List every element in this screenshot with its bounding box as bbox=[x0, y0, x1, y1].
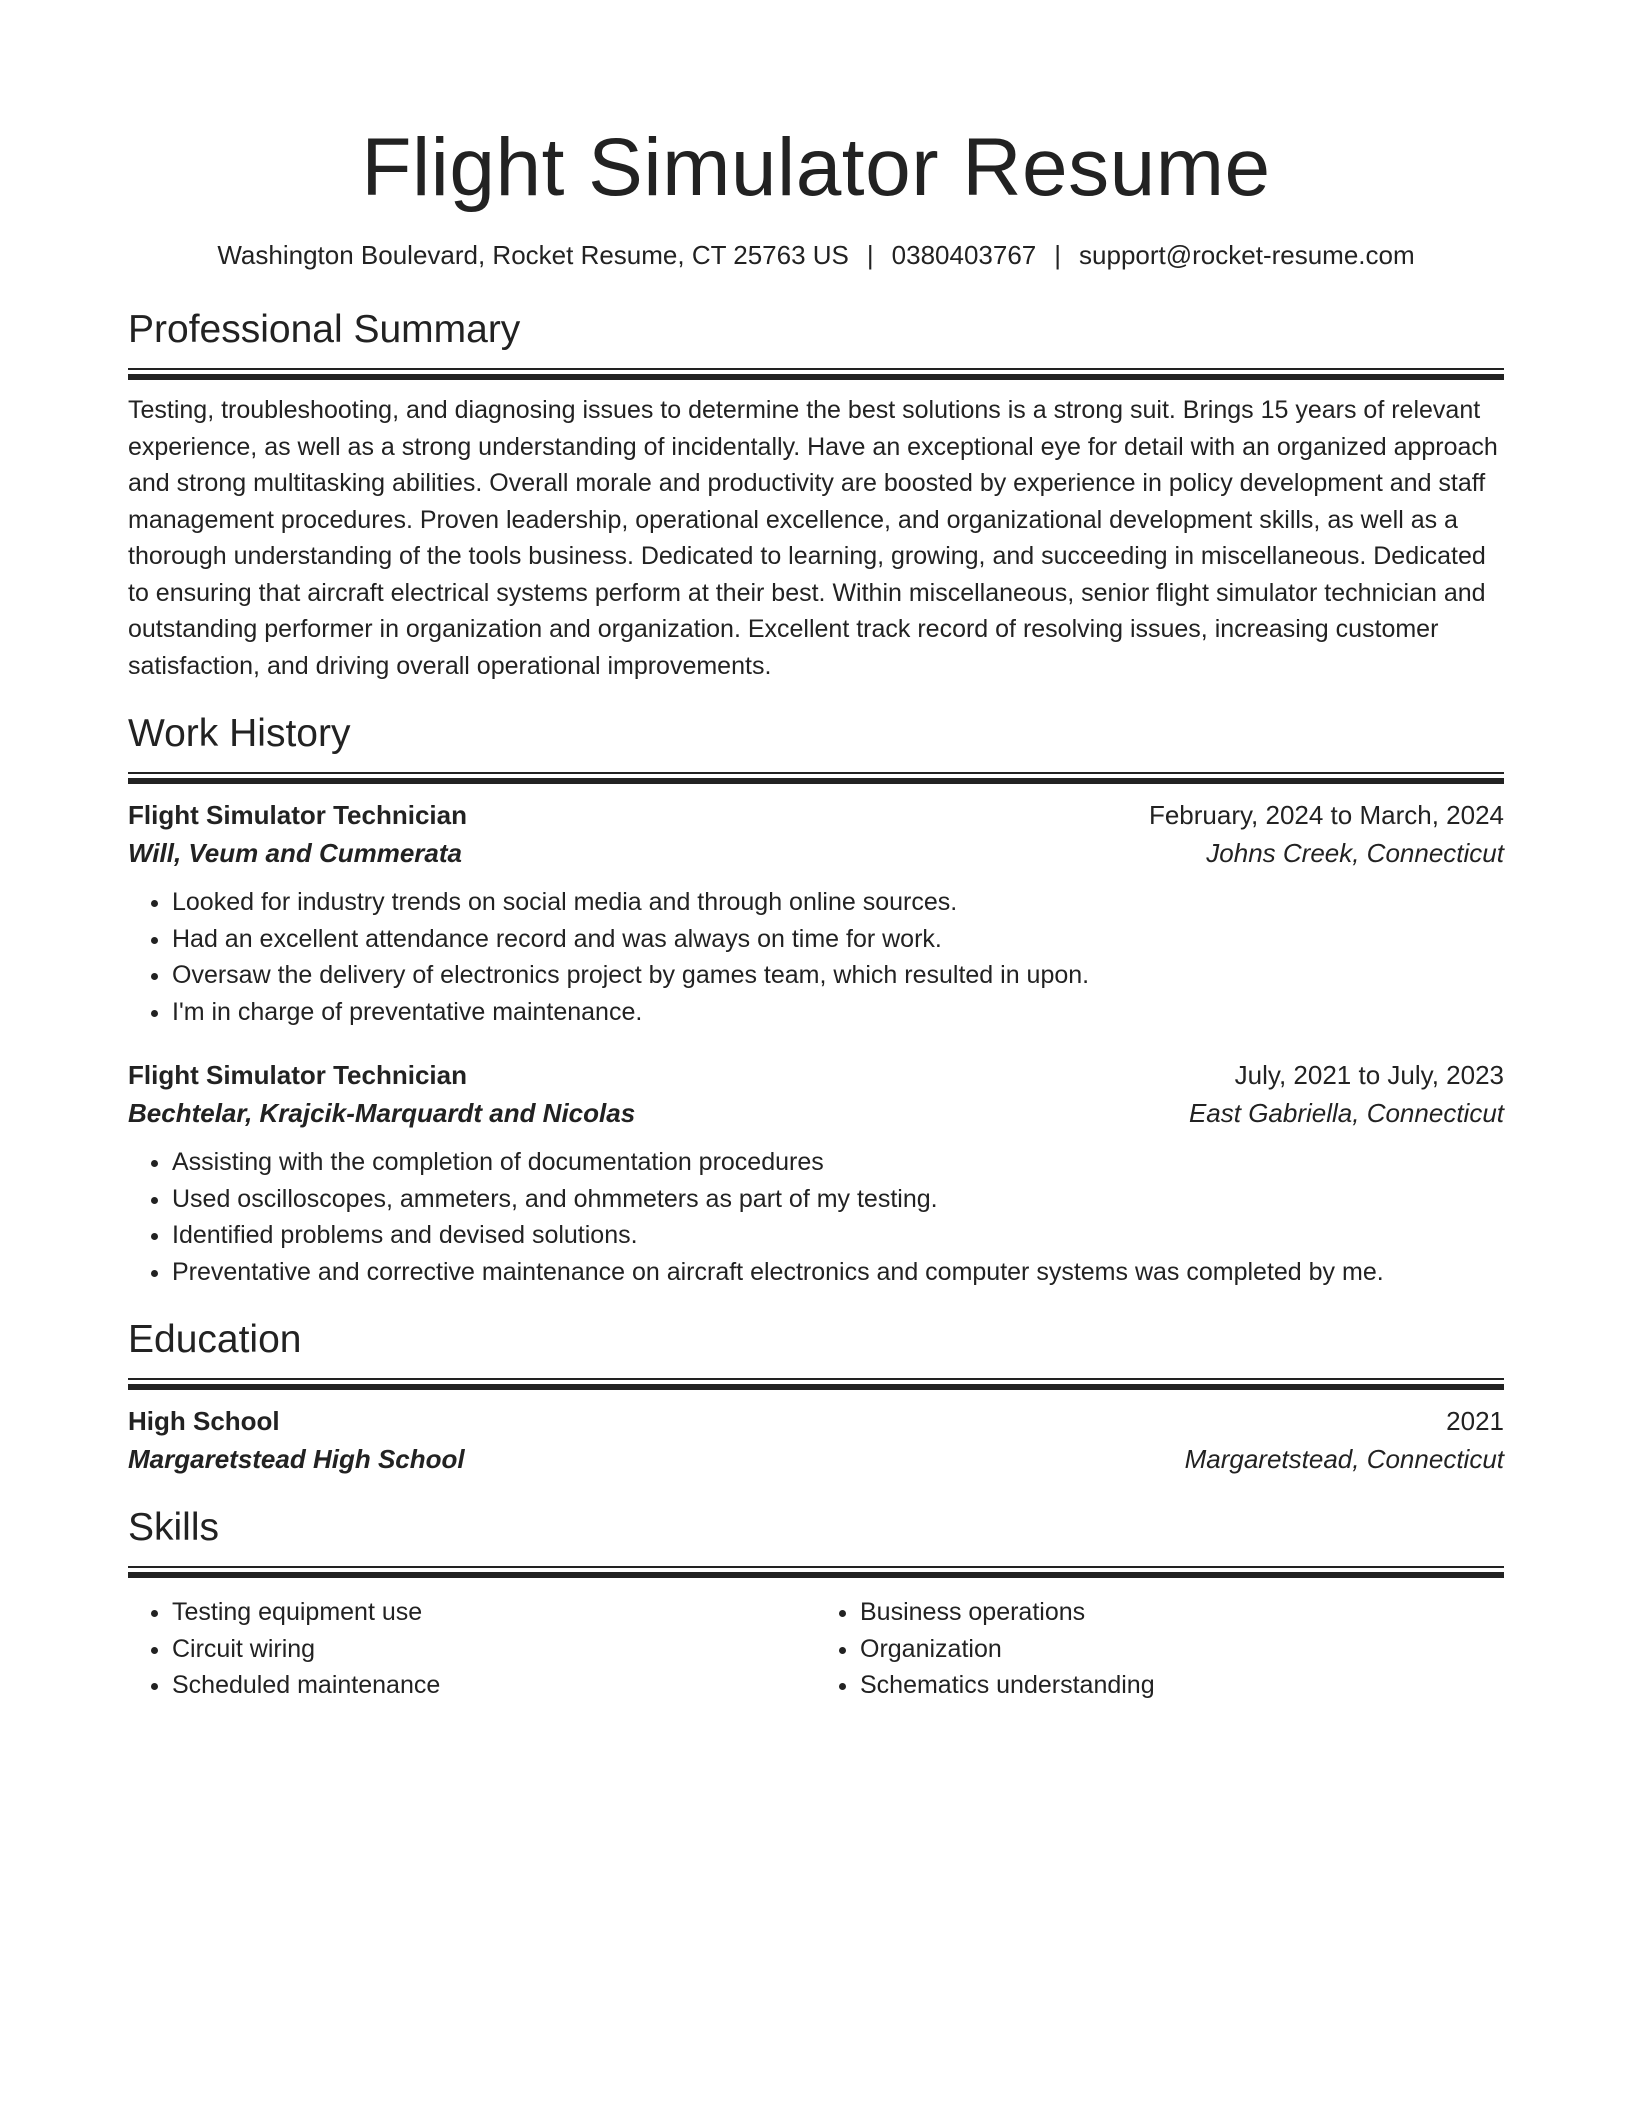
job-location: East Gabriella, Connecticut bbox=[1188, 1098, 1504, 1128]
section-divider bbox=[128, 1566, 1504, 1578]
education-school: Margaretstead High School bbox=[128, 1444, 465, 1474]
job-bullet: • Looked for industry trends on social media and through online sources. bbox=[172, 884, 1504, 921]
section-heading-work-history: Work History bbox=[128, 712, 351, 755]
job-bullet: • Oversaw the delivery of electronics project by games team, which resulted in upon. bbox=[172, 957, 1504, 994]
job-bullet: • I'm in charge of preventative maintenance. bbox=[172, 994, 1504, 1031]
section-heading-education: Education bbox=[128, 1318, 302, 1361]
skill-item: • Testing equipment use bbox=[172, 1594, 816, 1631]
contact-separator: | bbox=[1054, 240, 1062, 270]
education-section bbox=[128, 1316, 1504, 1478]
skill-item: • Circuit wiring bbox=[172, 1631, 816, 1668]
skill-item: • Organization bbox=[860, 1631, 1504, 1668]
job-bullets bbox=[128, 884, 1504, 1030]
job-title: Flight Simulator Technician bbox=[128, 1060, 467, 1090]
contact-address: Washington Boulevard, Rocket Resume, CT 25763 US bbox=[217, 240, 849, 270]
job-entry bbox=[128, 796, 1504, 1030]
job-entry bbox=[128, 1056, 1504, 1290]
skills-section bbox=[128, 1504, 1504, 1704]
resume-title: Flight Simulator Resume bbox=[361, 122, 1271, 213]
section-heading-skills: Skills bbox=[128, 1506, 220, 1549]
job-bullet: • Used oscilloscopes, ammeters, and ohmmeters as part of my testing. bbox=[172, 1181, 1504, 1218]
contact-line bbox=[128, 238, 1504, 272]
summary-section bbox=[128, 306, 1504, 684]
skills-list-right bbox=[816, 1594, 1504, 1704]
section-divider bbox=[128, 772, 1504, 784]
summary-text: Testing, troubleshooting, and diagnosing issues to determine the best solutions is a strong suit. Brings 15 years of relevant experience, as well as a strong understanding of incidentally. Have an exceptional eye for detail with an organized approach and strong multitasking abilities. Overall morale and productivity are boosted by experience in policy development and staff management procedures. Proven leadership, operational excellence, and organizational development skills, as well as a thorough understanding of the tools business. Dedicated to learning, growing, and succeeding in miscellaneous. Dedicated to ensuring that aircraft electrical systems perform at their best. Within miscellaneous, senior flight simulator technician and outstanding performer in organization and organization. Excellent track record of resolving issues, increasing customer satisfaction, and driving overall operational improvements. bbox=[128, 396, 1498, 680]
job-bullet: • Preventative and corrective maintenance on aircraft electronics and computer systems was completed by me. bbox=[172, 1254, 1504, 1291]
skill-item: • Business operations bbox=[860, 1594, 1504, 1631]
skill-item: • Scheduled maintenance bbox=[172, 1667, 816, 1704]
job-bullet: • Identified problems and devised solutions. bbox=[172, 1217, 1504, 1254]
skill-item: • Schematics understanding bbox=[860, 1667, 1504, 1704]
education-location: Margaretstead, Connecticut bbox=[1184, 1444, 1504, 1474]
job-header bbox=[128, 796, 1504, 834]
contact-separator: | bbox=[866, 240, 874, 270]
job-subheader bbox=[128, 1094, 1504, 1132]
education-year: 2021 bbox=[1446, 1406, 1504, 1436]
job-company: Will, Veum and Cummerata bbox=[128, 838, 462, 868]
skills-list-left bbox=[128, 1594, 816, 1704]
contact-phone: 0380403767 bbox=[891, 240, 1037, 270]
section-divider bbox=[128, 1378, 1504, 1390]
job-header bbox=[128, 1056, 1504, 1094]
education-degree: High School bbox=[128, 1406, 280, 1436]
job-company: Bechtelar, Krajcik-Marquardt and Nicolas bbox=[128, 1098, 636, 1128]
work-history-section bbox=[128, 710, 1504, 1290]
section-divider bbox=[128, 368, 1504, 380]
job-bullet: • Had an excellent attendance record and was always on time for work. bbox=[172, 921, 1504, 958]
job-location: Johns Creek, Connecticut bbox=[1206, 838, 1504, 868]
job-title: Flight Simulator Technician bbox=[128, 800, 467, 830]
job-dates: February, 2024 to March, 2024 bbox=[1148, 800, 1504, 830]
job-subheader bbox=[128, 834, 1504, 872]
section-heading-summary: Professional Summary bbox=[128, 308, 521, 351]
job-dates: July, 2021 to July, 2023 bbox=[1234, 1060, 1504, 1090]
job-bullets bbox=[128, 1144, 1504, 1290]
education-subheader bbox=[128, 1440, 1504, 1478]
contact-email: support@rocket-resume.com bbox=[1079, 240, 1415, 270]
job-bullet: • Assisting with the completion of documentation procedures bbox=[172, 1144, 1504, 1181]
skills-grid bbox=[128, 1590, 1504, 1704]
education-header bbox=[128, 1402, 1504, 1440]
